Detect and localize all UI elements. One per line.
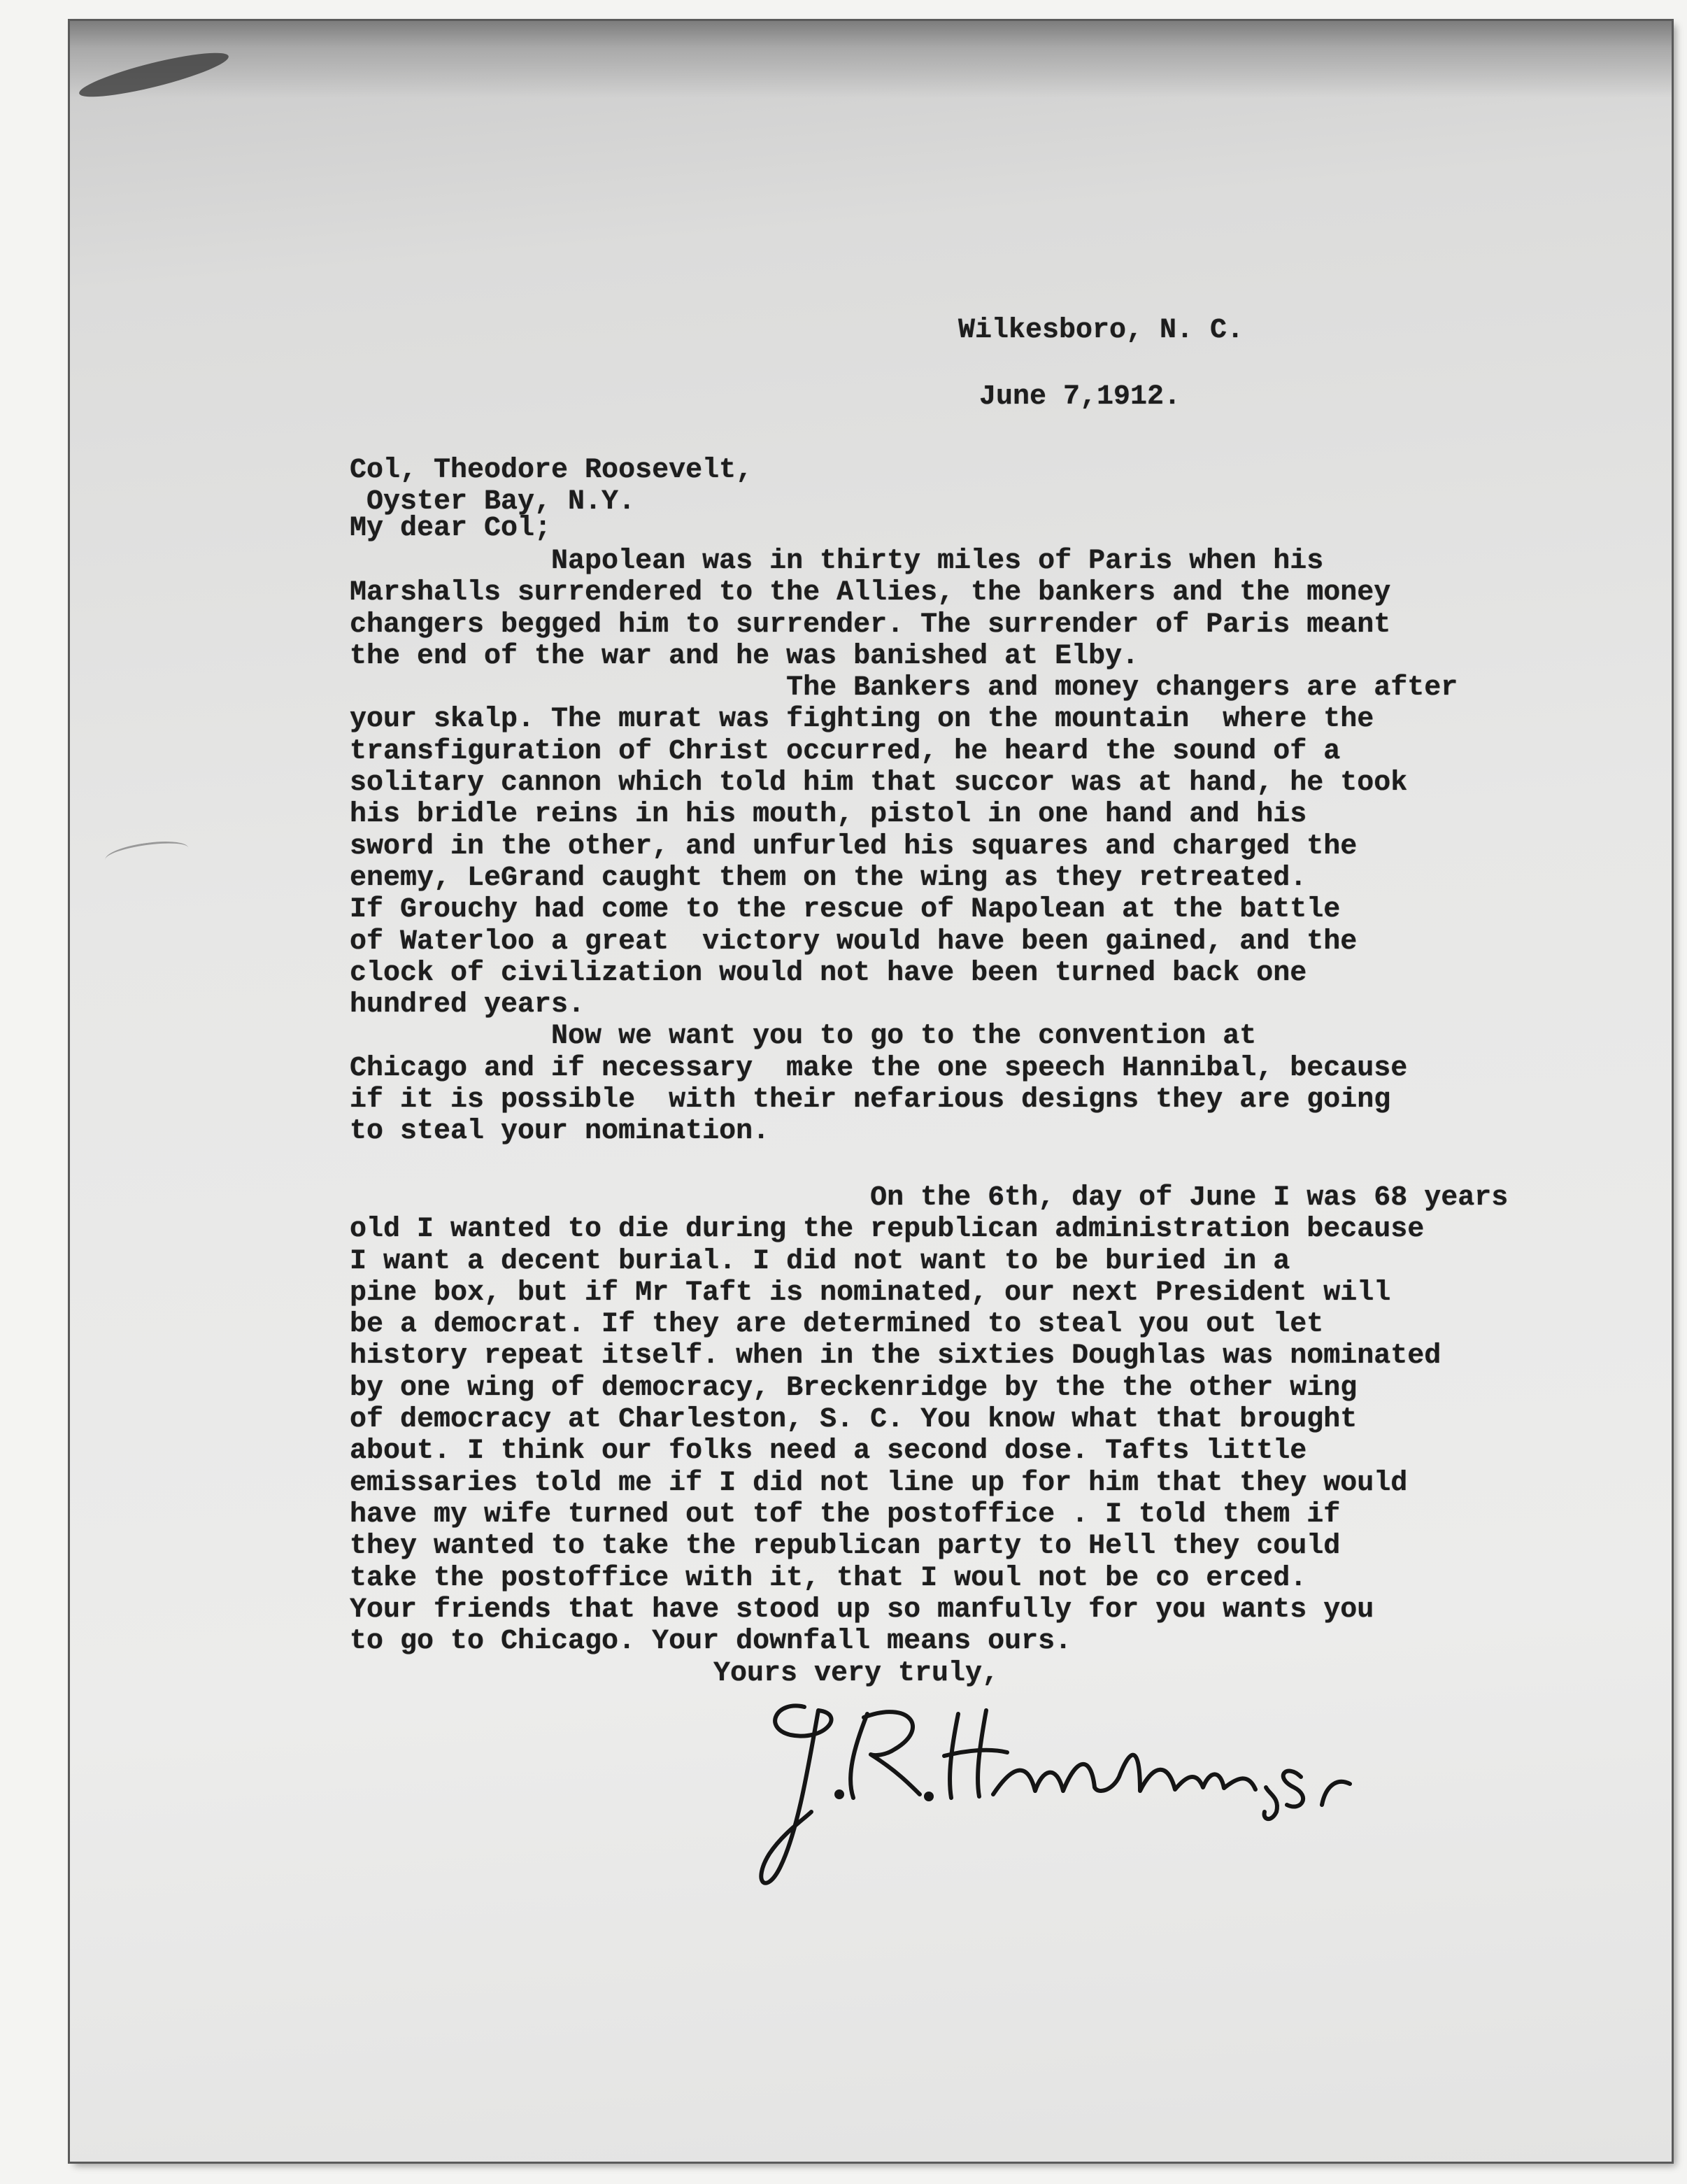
salutation: My dear Col; <box>350 513 552 544</box>
body-paragraph-2: On the 6th, day of June I was 68 years old I wanted to die during the republican administration because I want a decent burial. I did not want to be buried in a pine box, but if Mr Taft is nominated, our next President will be a democrat. If they are determined to steal you out let history repeat itself. when in the sixties Doughlas was nominated by one wing of democracy, Breckenridge by the the other wing of democracy at Charleston, S. C. You know what that brought about. I think our folks need a second dose. Tafts little emissaries told me if I did not line up for him that they would have my wife turned out tof the postoffice . I told them if they wanted to take the republican party to Hell they could take the postoffice with it, that I woul not be co erced. Your friends that have stood up so manfully for you wants you to go to Chicago. Your downfall means ours. <box>350 1182 1509 1658</box>
handwritten-signature <box>748 1672 1378 1924</box>
paper-tear <box>104 837 190 870</box>
recipient-address: Col, Theodore Roosevelt, Oyster Bay, N.Y. <box>350 455 753 518</box>
letter-place: Wilkesboro, N. C. <box>958 315 1244 346</box>
letter-date: June 7,1912. <box>979 381 1181 413</box>
fold-mark <box>76 45 232 105</box>
body-paragraph-1: Napolean was in thirty miles of Paris when his Marshalls surrendered to the Allies, the bankers and the money changers begged him to surrender. The surrender of Paris meant the end of the war and he was banished at Elby. The Bankers and money changers are after your skalp. The murat was fighting on the mountain where the transfiguration of Christ occurred, he heard the sound of a solitary cannon which told him that succor was at hand, he took his bridle reins in his mouth, pistol in one hand and his sword in the other, and unfurled his squares and charged the enemy, LeGrand caught them on the wing as they retreated. If Grouchy had come to the rescue of Napolean at the battle of Waterloo a great victory would have been gained, and the clock of civilization would not have been turned back one hundred years. Now we want you to go to the convention at Chicago and if necessary make the one speech Hannibal, because if it is possible with their nefarious designs they are going to steal your nomination. <box>350 546 1458 1148</box>
closing: Yours very truly, <box>713 1658 999 1689</box>
